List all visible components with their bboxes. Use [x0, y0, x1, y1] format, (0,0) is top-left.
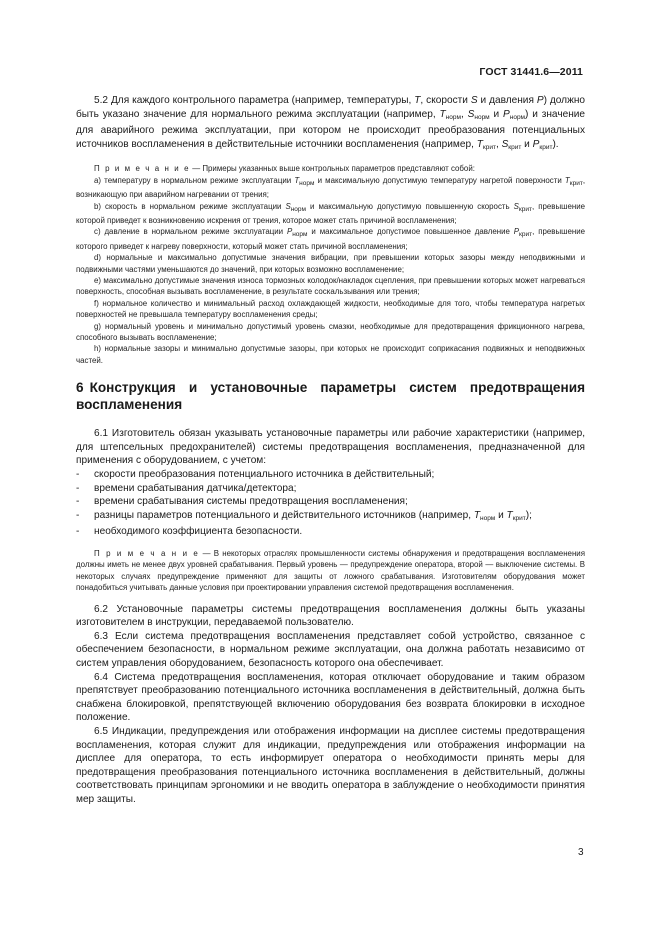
note-block-2: П р и м е ч а н и е — В некоторых отраслях промышленности системы обнаружения и предотвращения воспламенения должны иметь не менее двух уровней срабатывания. Первый уровень — предупреждение оператора, второй — выключение системы. В некоторых случаях предупреждение применяют для защиты от ложного срабатывания. Изготовителям оборудования может понадобиться учитывать данные условия при проектировании управления системой предотвращения воспламенения.: [76, 549, 585, 593]
note-block-1: [76, 163, 585, 366]
requirements-list: [76, 468, 585, 539]
list-item: - времени срабатывания системы предотвращения воспламенения;: [76, 496, 408, 508]
paragraph-6-2: 6.2 Установочные параметры системы предотвращения воспламенения должны быть указаны изготовителем в инструкции, передаваемой пользователю.: [76, 603, 585, 629]
note-item-d: d) нормальные и максимально допустимые значения вибрации, при превышении которых зазоры между неподвижными и подвижными частями уменьшаются до значений, при которых возможно воспламенение;: [76, 253, 585, 274]
page-content: [76, 94, 585, 807]
note-item-f: f) нормальное количество и минимальный расход охлаждающей жидкости, необходимые для того, чтобы температура нагретых поверхностей не превышала температуру воспламенения среды;: [76, 298, 585, 320]
list-item: - скорости преобразования потенциального источника в действительный;: [76, 469, 435, 481]
page-number: 3: [578, 847, 584, 858]
note-item-g: g) нормальный уровень и минимально допустимый уровень смазки, необходимые для предотвращения фрикционного нагрева, способного вызывать воспламенение;: [76, 321, 585, 343]
note-item-a: a) температуру в нормальном режиме эксплуатации $T_{норм}$ и максимальную допустимую температуру нагретой поверхности $T_{крит}$, возникающую при аварийном нагревании от трения;: [76, 175, 586, 200]
paragraph-6-4: 6.4 Система предотвращения воспламенения, которая отключает оборудование и таким образом препятствует преобразованию потенциального источника воспламенения в действительный, должна быть снабжена блокировкой, препятствующей включению оборудования без возврата блокировки в исходное положение.: [76, 671, 585, 724]
section-heading-6: 6 Конструкция и установочные параметры систем предотвращения воспламенения: [76, 380, 585, 412]
list-item: - разницы параметров потенциального и действительного источников (например, $T_{норм}$ и $T_{крит}$);: [76, 509, 532, 522]
list-item: - времени срабатывания датчика/детектора;: [76, 482, 297, 494]
note-label: П р и м е ч а н и е: [94, 164, 191, 174]
note-label: П р и м е ч а н и е: [94, 549, 200, 559]
paragraph-6-5: 6.5 Индикации, предупреждения или отображения информации на дисплее системы предотвращения воспламенения, которая служит для индикации, предупреждения или отображения информации на дисплее для оператора, то есть информирует оператора о необходимости принять меры для предотвращения преобразования потенциального источника воспламенения в действительный, должны соответствовать принципам эргономики и не вводить оператора в заблуждение о необходимости принятия мер защиты.: [76, 726, 585, 805]
note-intro: П р и м е ч а н и е — Примеры указанных выше контрольных параметров представляют собой:: [94, 164, 475, 174]
paragraph-6-1: 6.1 Изготовитель обязан указывать установочные параметры или рабочие характеристики (например, для штепсельных предохранителей) системы предотвращения воспламенения, предназначенной для применения с оборудованием, с учетом:: [76, 428, 585, 467]
list-item: - необходимого коэффициента безопасности.: [76, 526, 303, 538]
paragraph-6-3: 6.3 Если система предотвращения воспламенения представляет собой устройство, связанное с обеспечением безопасности, в нормальном режиме эксплуатации, она должна работать независимо от систем управления оборудованием, безопасность которого она обеспечивает.: [76, 630, 585, 670]
note-item-c: c) давление в нормальном режиме эксплуатации $P_{норм}$ и максимальное допустимое повышенное давление $P_{крит}$, превышение которого приведет к нагреву поверхности, который может стать причиной воспламенения;: [76, 227, 585, 251]
note-item-h: h) нормальные зазоры и минимально допустимые зазоры, при которых не происходит соприкасания подвижных и неподвижных частей.: [76, 344, 585, 365]
document-header: ГОСТ 31441.6—2011: [479, 66, 583, 78]
note-item-b: b) скорость в нормальном режиме эксплуатации $S_{норм}$ и максимальную допустимую повышенную скорость $S_{крит}$, превышение которой приведет к возникновению искрения от трения, которое может стать причиной воспламенения;: [76, 201, 585, 225]
note-item-e: e) максимально допустимые значения износа тормозных колодок/накладок сцепления, при превышении которых может нагреваться поверхность, способная вызывать воспламенение, в результате соскальзывания или трения;: [76, 276, 585, 297]
paragraph-5-2: 5.2 Для каждого контрольного параметра (например, температуры, T, скорости S и давления P) должно быть указано значение для нормального режима эксплуатации (например, $T_{норм}$, $S_{норм}$ и $P_{норм}$) и значение для аварийного режима эксплуатации, при котором не происходит преобразования потенциальных источников воспламенения в действительные источники воспламенения (например, $T_{крит}$, $S_{крит}$ и $P_{крит}$).: [76, 95, 586, 151]
